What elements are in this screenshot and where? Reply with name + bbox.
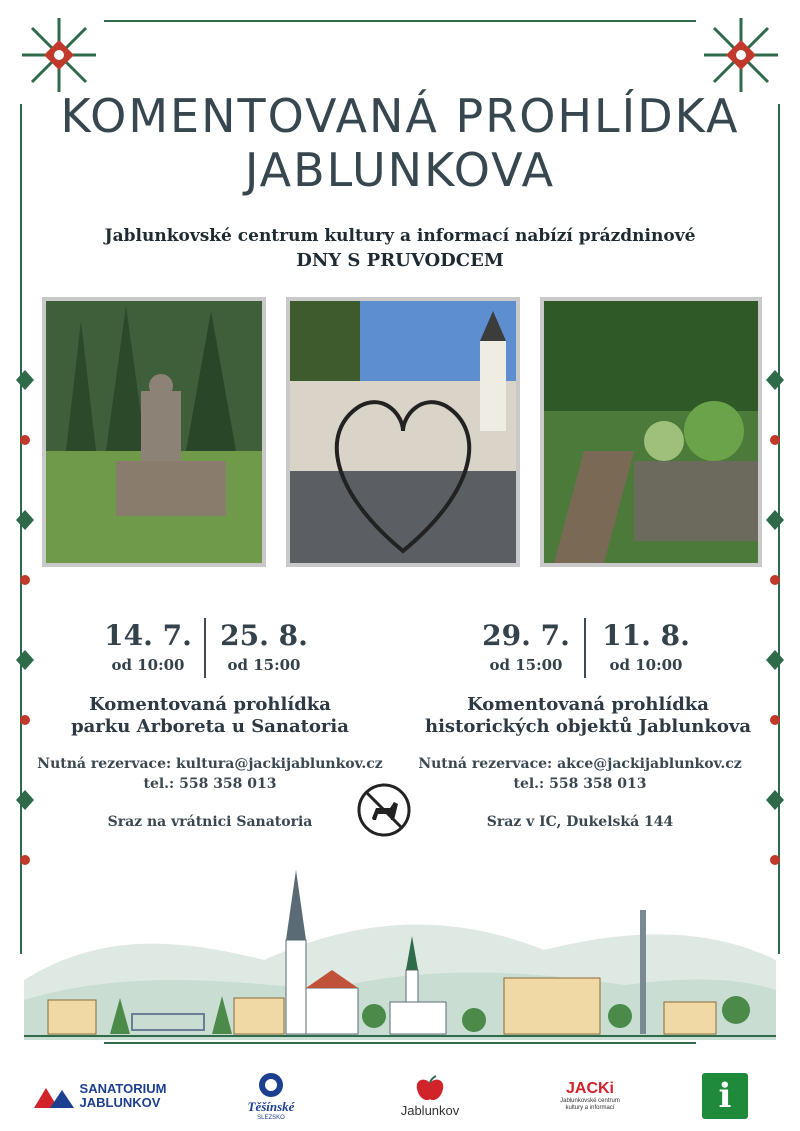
jablunkov-apple-icon <box>415 1075 445 1103</box>
corner-ornament-top-right-icon <box>696 10 786 100</box>
right-date2-text: 11. 8. <box>602 619 690 652</box>
left-side-ornaments-icon <box>12 360 38 920</box>
sponsor-logos-row <box>0 1066 800 1126</box>
right-side-ornaments-icon <box>762 360 788 920</box>
right-event-date1 <box>472 620 580 674</box>
page-title-line1: KOMENTOVANÁ PROHLÍDKA <box>60 89 740 143</box>
frame-top-line <box>104 20 696 22</box>
right-time2-text: od 10:00 <box>609 656 683 674</box>
sanatorium-mountains-icon <box>34 1084 76 1108</box>
corner-ornament-top-left-icon <box>14 10 104 100</box>
photo-town-square-heart <box>286 297 520 567</box>
sanatorium-logo <box>30 1066 170 1126</box>
left-meeting-point: Sraz na vrátnici Sanatoria <box>107 814 313 830</box>
tesinske-emblem-icon <box>257 1071 285 1099</box>
right-event-date2 <box>592 620 700 674</box>
left-event-title-line1: Komentovaná prohlídka <box>89 694 331 715</box>
info-center-logo <box>700 1066 750 1126</box>
left-event-title-line2: parku Arboreta u Sanatoria <box>71 716 349 737</box>
sanatorium-line2: JABLUNKOV <box>79 1095 161 1110</box>
sanatorium-line1: SANATORIUM <box>79 1081 167 1096</box>
jablunkov-text: Jablunkov <box>400 1102 460 1118</box>
left-time2-text: od 15:00 <box>227 656 301 674</box>
no-dogs-icon <box>356 782 412 838</box>
left-reservation: Nutná rezervace: kultura@jackijablunkov.cz <box>37 756 383 772</box>
intro-highlight: DNY S PRUVODCEM <box>296 250 504 271</box>
left-date-divider <box>204 618 206 678</box>
right-date-divider <box>584 618 586 678</box>
left-event-info <box>30 754 390 832</box>
left-time1-text: od 10:00 <box>111 656 185 674</box>
jablunkov-logo <box>388 1066 472 1126</box>
right-phone: tel.: 558 358 013 <box>513 776 647 792</box>
right-event-title-line1: Komentovaná prohlídka <box>467 694 709 715</box>
left-date1-text: 14. 7. <box>104 619 192 652</box>
right-time1-text: od 15:00 <box>489 656 563 674</box>
right-event-info <box>410 754 750 832</box>
left-date2-text: 25. 8. <box>220 619 308 652</box>
right-event-title-line2: historických objektů Jablunkova <box>425 716 751 737</box>
photo-arboretum-statue <box>42 297 266 567</box>
town-skyline-illustration <box>24 870 776 1040</box>
left-phone: tel.: 558 358 013 <box>143 776 277 792</box>
right-event-title <box>410 694 766 738</box>
jacki-logo <box>550 1066 630 1126</box>
tesinske-slezsko-logo <box>236 1066 306 1126</box>
frame-bottom-line <box>104 1042 696 1044</box>
right-meeting-point: Sraz v IC, Dukelská 144 <box>486 814 674 830</box>
jacki-text: JACKi <box>565 1080 614 1097</box>
tesinske-text: Těšínské <box>247 1099 295 1114</box>
jacki-sub-line1: Jablunkovské centrum <box>560 1098 620 1104</box>
left-event-title <box>40 694 380 738</box>
info-icon: i <box>702 1073 748 1119</box>
tesinske-sub-text: SLEZSKO <box>257 1115 285 1121</box>
intro-text: Jablunkovské centrum kultury a informací nabízí prázdninové <box>104 226 696 246</box>
photo-garden-pond <box>540 297 762 567</box>
left-event-date2 <box>212 620 316 674</box>
jacki-sub-line2: kultury a informací <box>565 1105 615 1111</box>
right-date1-text: 29. 7. <box>482 619 570 652</box>
left-event-date1 <box>96 620 200 674</box>
page-title-line2: JABLUNKOVA <box>244 143 556 197</box>
right-reservation: Nutná rezervace: akce@jackijablunkov.cz <box>418 756 742 772</box>
